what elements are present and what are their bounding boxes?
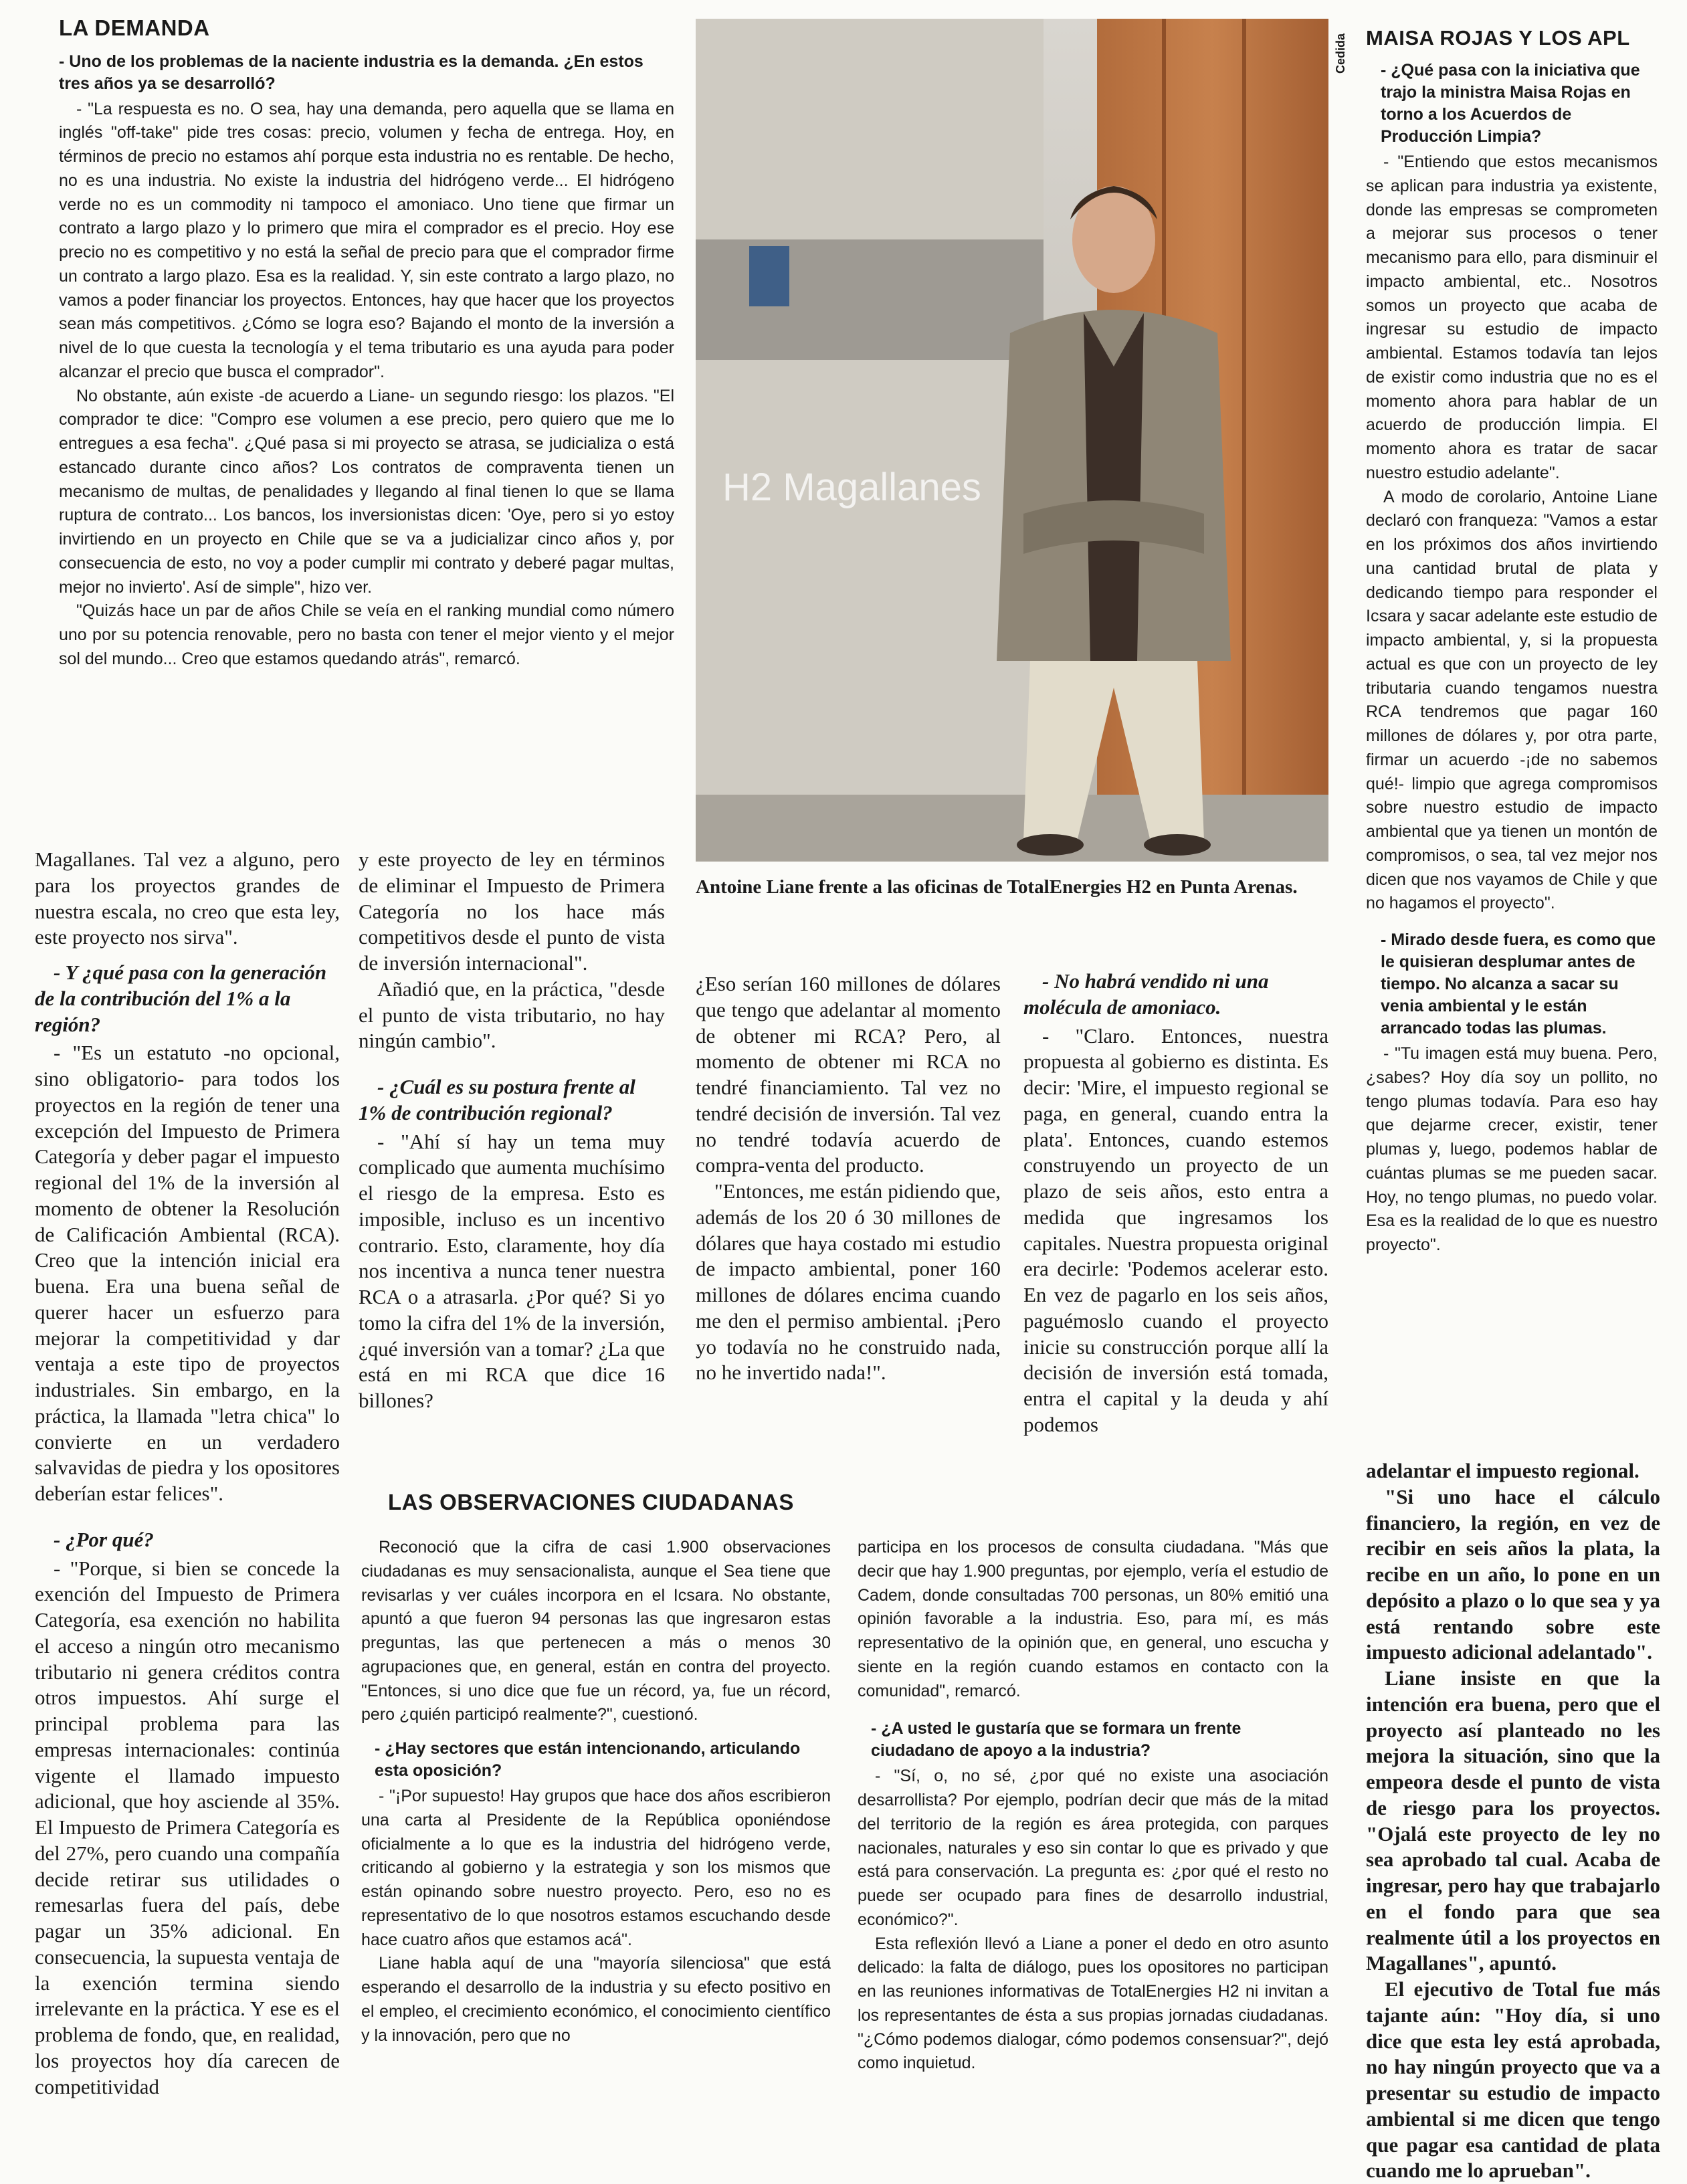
paragraph: Magallanes. Tal vez a alguno, pero para los proyectos grandes de nuestra escala, no creo que esta ley, este proyecto nos sirva". — [35, 848, 340, 949]
section-title: LA DEMANDA — [59, 15, 210, 40]
obs-column-left — [361, 1536, 831, 2048]
paragraph: - "La respuesta es no. O sea, hay una demanda, pero aquella que se llama en inglés "off-take" pide tres cosas: precio, volumen y fecha de entrega. Hoy, en términos de precio no estamos ahí porque esta industria no es rentable. De hecho, no es una industria. No existe la industria del hidrógeno verde... El hidrógeno verde no es un commodity ni tampoco el amoniaco. Uno tiene que firmar un contrato a largo plazo y lo primero que mira el comprador es el precio. Hoy ese precio no es competitivo y no está la señal de precio para que el comprador firme un contrato a largo plazo. Esa es la realidad. Y, sin este contrato a largo plazo, no vamos a poder financiar los proyectos. Entonces, hay que hacer que los proyectos sean más competitivos. ¿Cómo se logra eso? Bajando el monto de la inversión a nivel de lo que cuesta la tecnología y el tema tributario es una ayuda para poder alcanzar el precio que busca el comprador". — [59, 99, 674, 381]
paragraph: "Entonces, me están pidiendo que, además de los 20 ó 30 millones de dólares que haya costado mi estudio de impacto ambiental, poner 160 millones de dólares encima cuando me den el permiso ambiental. ¡Pero yo todavía no he construido nada, no he invertido nada!". — [696, 1179, 1001, 1385]
paragraph: - "Porque, si bien se concede la exención del Impuesto de Primera Categoría, esa exención no habilita el acceso a ningún otro mecanismo tributario ni genera créditos contra otros impuestos. Ahí surge el principal problema para las empresas internacionales: continúa vigente el llamado impuesto adicional, que hoy asciende al 35%. El Impuesto de Primera Categoría es del 27%, pero cuando una compañía decide retirar sus utilidades o remesarlas fuera del país, debe pagar un 35% adicional. En consecuencia, la supuesta ventaja de la exención termina siendo irrelevante en la práctica. Y ese es el problema de fondo, que, en realidad, los proyectos hoy día carecen de competitividad — [35, 1556, 340, 2098]
question: - ¿A usted le gustaría que se formara un frente ciudadano de apoyo a la industria? — [871, 1719, 1242, 1761]
paragraph: - "Tu imagen está muy buena. Pero, ¿sabes? Hoy día soy un pollito, no tengo plumas todavía. Para eso hay que dejarme crecer, existir, tener plumas y, luego, podemos hablar de cuántas plumas se me pueden sacar. Hoy, no tengo plumas, no puedo volar. Esa es la realidad de lo que es nuestro proyecto". — [1366, 1044, 1658, 1255]
photo-credit: Cedida — [1334, 33, 1347, 74]
paragraph: participa en los procesos de consulta ciudadana. "Más que decir que hay 1.900 preguntas, por ejemplo, vería el estudio de Cadem, donde consultadas 700 personas, un 80% emitió una opinión favorable a la industria. Eso, para mí, es más representativo de la opinión que, en general, uno escucha y siente en la región cuando estamos en contacto con la comunidad", remarcó. — [858, 1538, 1328, 1700]
paragraph: No obstante, aún existe -de acuerdo a Liane- un segundo riesgo: los plazos. "El comprador te dice: "Compro ese volumen a ese precio, pero quiero que me lo entregues a esa fecha". ¿Qué pasa si mi proyecto se atrasa, se judicializa o está estancado durante cinco años? Los contratos de compraventa tienen un mecanismo de multas, de penalidades y llegando al final tienen lo que se llama ruptura de contrato... Los bancos, los inversionistas dicen: 'Oye, pero si yo estoy invirtiendo en un proyecto en Chile que se va a judicializar cinco años y, por consecuencia de esto, no voy a poder cumplir mi contrato y deberé pagar multas, mejor no invierto'. Así de simple", hizo ver. — [59, 386, 674, 597]
column-4 — [1023, 969, 1328, 1462]
section-title: MAISA ROJAS Y LOS APL — [1366, 26, 1630, 49]
paragraph: - "Sí, o, no sé, ¿por qué no existe una asociación desarrollista? Por ejemplo, podrían decir que más de la mitad del territorio de la región es área protegida, con parques nacionales, naturales y eso sin contar lo que es privado y que está para conservación. La pregunta es: ¿por qué el resto no puede ser ocupado para fines de desarrollo industrial, económico?". — [858, 1767, 1328, 1929]
column-2 — [359, 847, 665, 1462]
question: - Uno de los problemas de la naciente industria es la demanda. ¿En estos tres años ya se desarrolló? — [59, 52, 643, 93]
paragraph: ¿Eso serían 160 millones de dólares que tengo que adelantar al momento de obtener mi RCA? Pero, al momento de obtener mi RCA no tendré financiamiento. Tal vez no tendré decisión de inversión. Tal vez no tendré todavía acuerdo de compra-venta del producto. — [696, 972, 1001, 1177]
paragraph: - "Ahí sí hay un tema muy complicado que aumenta muchísimo el riesgo de la empresa. Esto es imposible, incluso es un incentivo contrario. Esto, claramente, hoy día nos incentiva a nunca tener nuestra RCA o a atrasarla. ¿Por qué? Si yo tomo la cifra del 1% de la inversión, ¿qué inversión van a tomar? ¿La que está en mi RCA que dice 16 billones? — [359, 1129, 665, 1412]
column-3 — [696, 971, 1001, 1460]
obs-column-right — [858, 1536, 1328, 2076]
paragraph: "Si uno hace el cálculo financiero, la región, en vez de recibir en seis años la plata, la recibe en un año, lo pone en un depósito a plazo o lo que sea y ya está rentando sobre este impuesto adicional adelantado". — [1366, 1484, 1660, 1664]
paragraph: Esta reflexión llevó a Liane a poner el dedo en otro asunto delicado: la falta de diálogo, pues los opositores no participan en las reuniones informativas de TotalEnergies H2 ni invitan a los representantes de ésta a sus propias jornadas ciudadanas. "¿Cómo podemos dialogar, cómo podemos consensuar?", dejó como inquietud. — [858, 1934, 1328, 2073]
photo-caption: Antoine Liane frente a las oficinas de TotalEnergies H2 en Punta Arenas. — [696, 876, 1298, 898]
paragraph: - "¡Por supuesto! Hay grupos que hace dos años escribieron una carta al Presidente de la República oponiéndose oficialmente a lo que es la industria del hidrógeno verde, criticando al gobierno y la estrategia y son los mismos que están opinando sobre nuestro proyecto. Pero, eso no es representativo de lo que nosotros estamos escuchando desde hace cuatro años que estamos acá". — [361, 1787, 831, 1949]
section-title: LAS OBSERVACIONES CIUDADANAS — [388, 1490, 794, 1514]
paragraph: - "Claro. Entonces, nuestra propuesta al gobierno es distinta. Es decir: 'Mire, el impuesto regional se paga, en general, cuando entra la plata'. Entonces, cuando estemos construyendo un proyecto de un plazo de seis años, esto entra a medida que ingresamos los capitales. Nuestra propuesta original era decirle: 'Podemos acelerar esto. En vez de pagarlo en los seis años, paguémoslo cuando el proyecto inicie su construcción porque allí la decisión de inversión está tomada, entra el capital y la deuda y ahí podemos — [1023, 1023, 1328, 1436]
photo-antoine-liane — [696, 19, 1328, 862]
paragraph: y este proyecto de ley en términos de eliminar el Impuesto de Primera Categoría no los hace más competitivos desde el punto de vista de inversión internacional". — [359, 848, 665, 975]
paragraph: "Quizás hace un par de años Chile se veía en el ranking mundial como número uno por su potencia renovable, pero no basta con tener el mejor viento y el mejor sol del mundo... Creo que estamos quedando atrás", remarcó. — [59, 601, 674, 668]
question: - Y ¿qué pasa con la generación de la contribución del 1% a la región? — [35, 961, 327, 1036]
question: - ¿Por qué? — [54, 1527, 154, 1551]
paragraph: - "Entiendo que estos mecanismos se aplican para industria ya existente, donde las empresas se comprometen a mejorar sus procesos o tener mecanismo para ello, para disminuir el impacto ambiental, etc.. Nosotros somos un proyecto que acaba de ingresar su estudio de impacto ambiental. Estamos todavía tan lejos de existir como industria que no es el momento ahora para hablar de un acuerdo de producción limpia. El momento ahora es tratar de sacar nuestro estudio adelante". — [1366, 153, 1658, 482]
paragraph: Liane insiste en que la intención era buena, pero que el proyecto así planteado no les mejora la situación, sino que la empeora desde el punto de vista de riesgo para los proyectos. "Ojalá este proyecto de ley no sea aprobado tal cual. Acaba de ingresar, pero hay que trabajarlo en el fondo para que sea realmente útil a los proyectos en Magallanes", apuntó. — [1366, 1666, 1660, 1975]
paragraph: El ejecutivo de Total fue más tajante aún: "Hoy día, si uno dice que esta ley está aprobada, no hay ningún proyecto que va a presentar su estudio de impacto ambiental si me dicen que tengo que pagar esa cantidad de plata cuando me lo aprueban". — [1366, 1977, 1660, 2183]
paragraph: Liane habla aquí de una "mayoría silenciosa" que está esperando el desarrollo de la industria y su efecto positivo en el empleo, el crecimiento económico, el conocimiento científico y la innovación, pero que no — [361, 1954, 831, 2045]
paragraph: Reconoció que la cifra de casi 1.900 observaciones ciudadanas es muy sensacionalista, aunque el Sea tiene que revisarlas y ver cuáles incorpora en el Icsara. No obstante, apuntó a que fueron 94 personas las que ingresaron estas preguntas, las que pertenecen a más o menos 30 agrupaciones que, en general, están en contra del proyecto. "Entonces, si uno dice que fue un récord, ya, fue un récord, pero ¿quién participó realmente?", cuestionó. — [361, 1538, 831, 1724]
photo-illustration — [696, 19, 1328, 862]
paragraph: - "Es un estatuto -no opcional, sino obligatorio- para todos los proyectos en la región de tener una excepción del Impuesto de Primera Categoría y deber pagar el impuesto regional del 1% de la inversión al momento de obtener la Resolución de Calificación Ambiental (RCA). Creo que la intención inicial era buena. Era una buena señal de querer hacer un esfuerzo para mejorar la competitividad y dar ventaja a este tipo de proyectos industriales. Sin embargo, en la práctica, la llamada "letra chica" lo convierte en un verdadero salvavidas de piedra y los opositores deberían estar felices". — [35, 1041, 340, 1505]
window-sign: H2 Magallanes — [722, 466, 981, 509]
column-5 — [1366, 1458, 1660, 2183]
section-la-demanda — [32, 15, 674, 804]
paragraph: adelantar el impuesto regional. — [1366, 1459, 1640, 1482]
paragraph: Añadió que, en la práctica, "desde el punto de vista tributario, no hay ningún cambio". — [359, 977, 665, 1053]
question: - ¿Cuál es su postura frente al 1% de contribución regional? — [359, 1075, 635, 1124]
question: - Mirado desde fuera, es como que le quisieran desplumar antes de tiempo. No alcanza a sacar su venia ambiental y le están arrancado todas las plumas. — [1381, 930, 1656, 1038]
column-1 — [35, 847, 340, 2137]
section-maisa-rojas — [1366, 25, 1658, 1450]
question: - ¿Hay sectores que están intencionando, articulando esta oposición? — [375, 1739, 801, 1780]
section-observaciones — [361, 1489, 1328, 2145]
question: - No habrá vendido ni una molécula de amoniaco. — [1023, 969, 1269, 1019]
question: - ¿Qué pasa con la iniciativa que trajo la ministra Maisa Rojas en torno a los Acuerdos de Producción Limpia? — [1381, 61, 1640, 146]
paragraph: A modo de corolario, Antoine Liane declaró con franqueza: "Vamos a estar en los próximos dos años invirtiendo una cantidad brutal de plata y dedicando tiempo para responder el Icsara y sacar adelante este estudio de impacto ambiental, y, si la propuesta actual es que con un proyecto de ley tributaria cuando tengamos nuestra RCA tendremos que pagar 160 millones de dólares y, por otra parte, firmar un acuerdo -¡de no sabemos qué!- limpio que agrega compromisos sobre nuestro estudio de impacto ambiental que ya tienen un montón de compromisos, o sea, tal vez mejor nos dicen que nos vayamos de Chile y que no hagamos el proyecto". — [1366, 487, 1658, 913]
